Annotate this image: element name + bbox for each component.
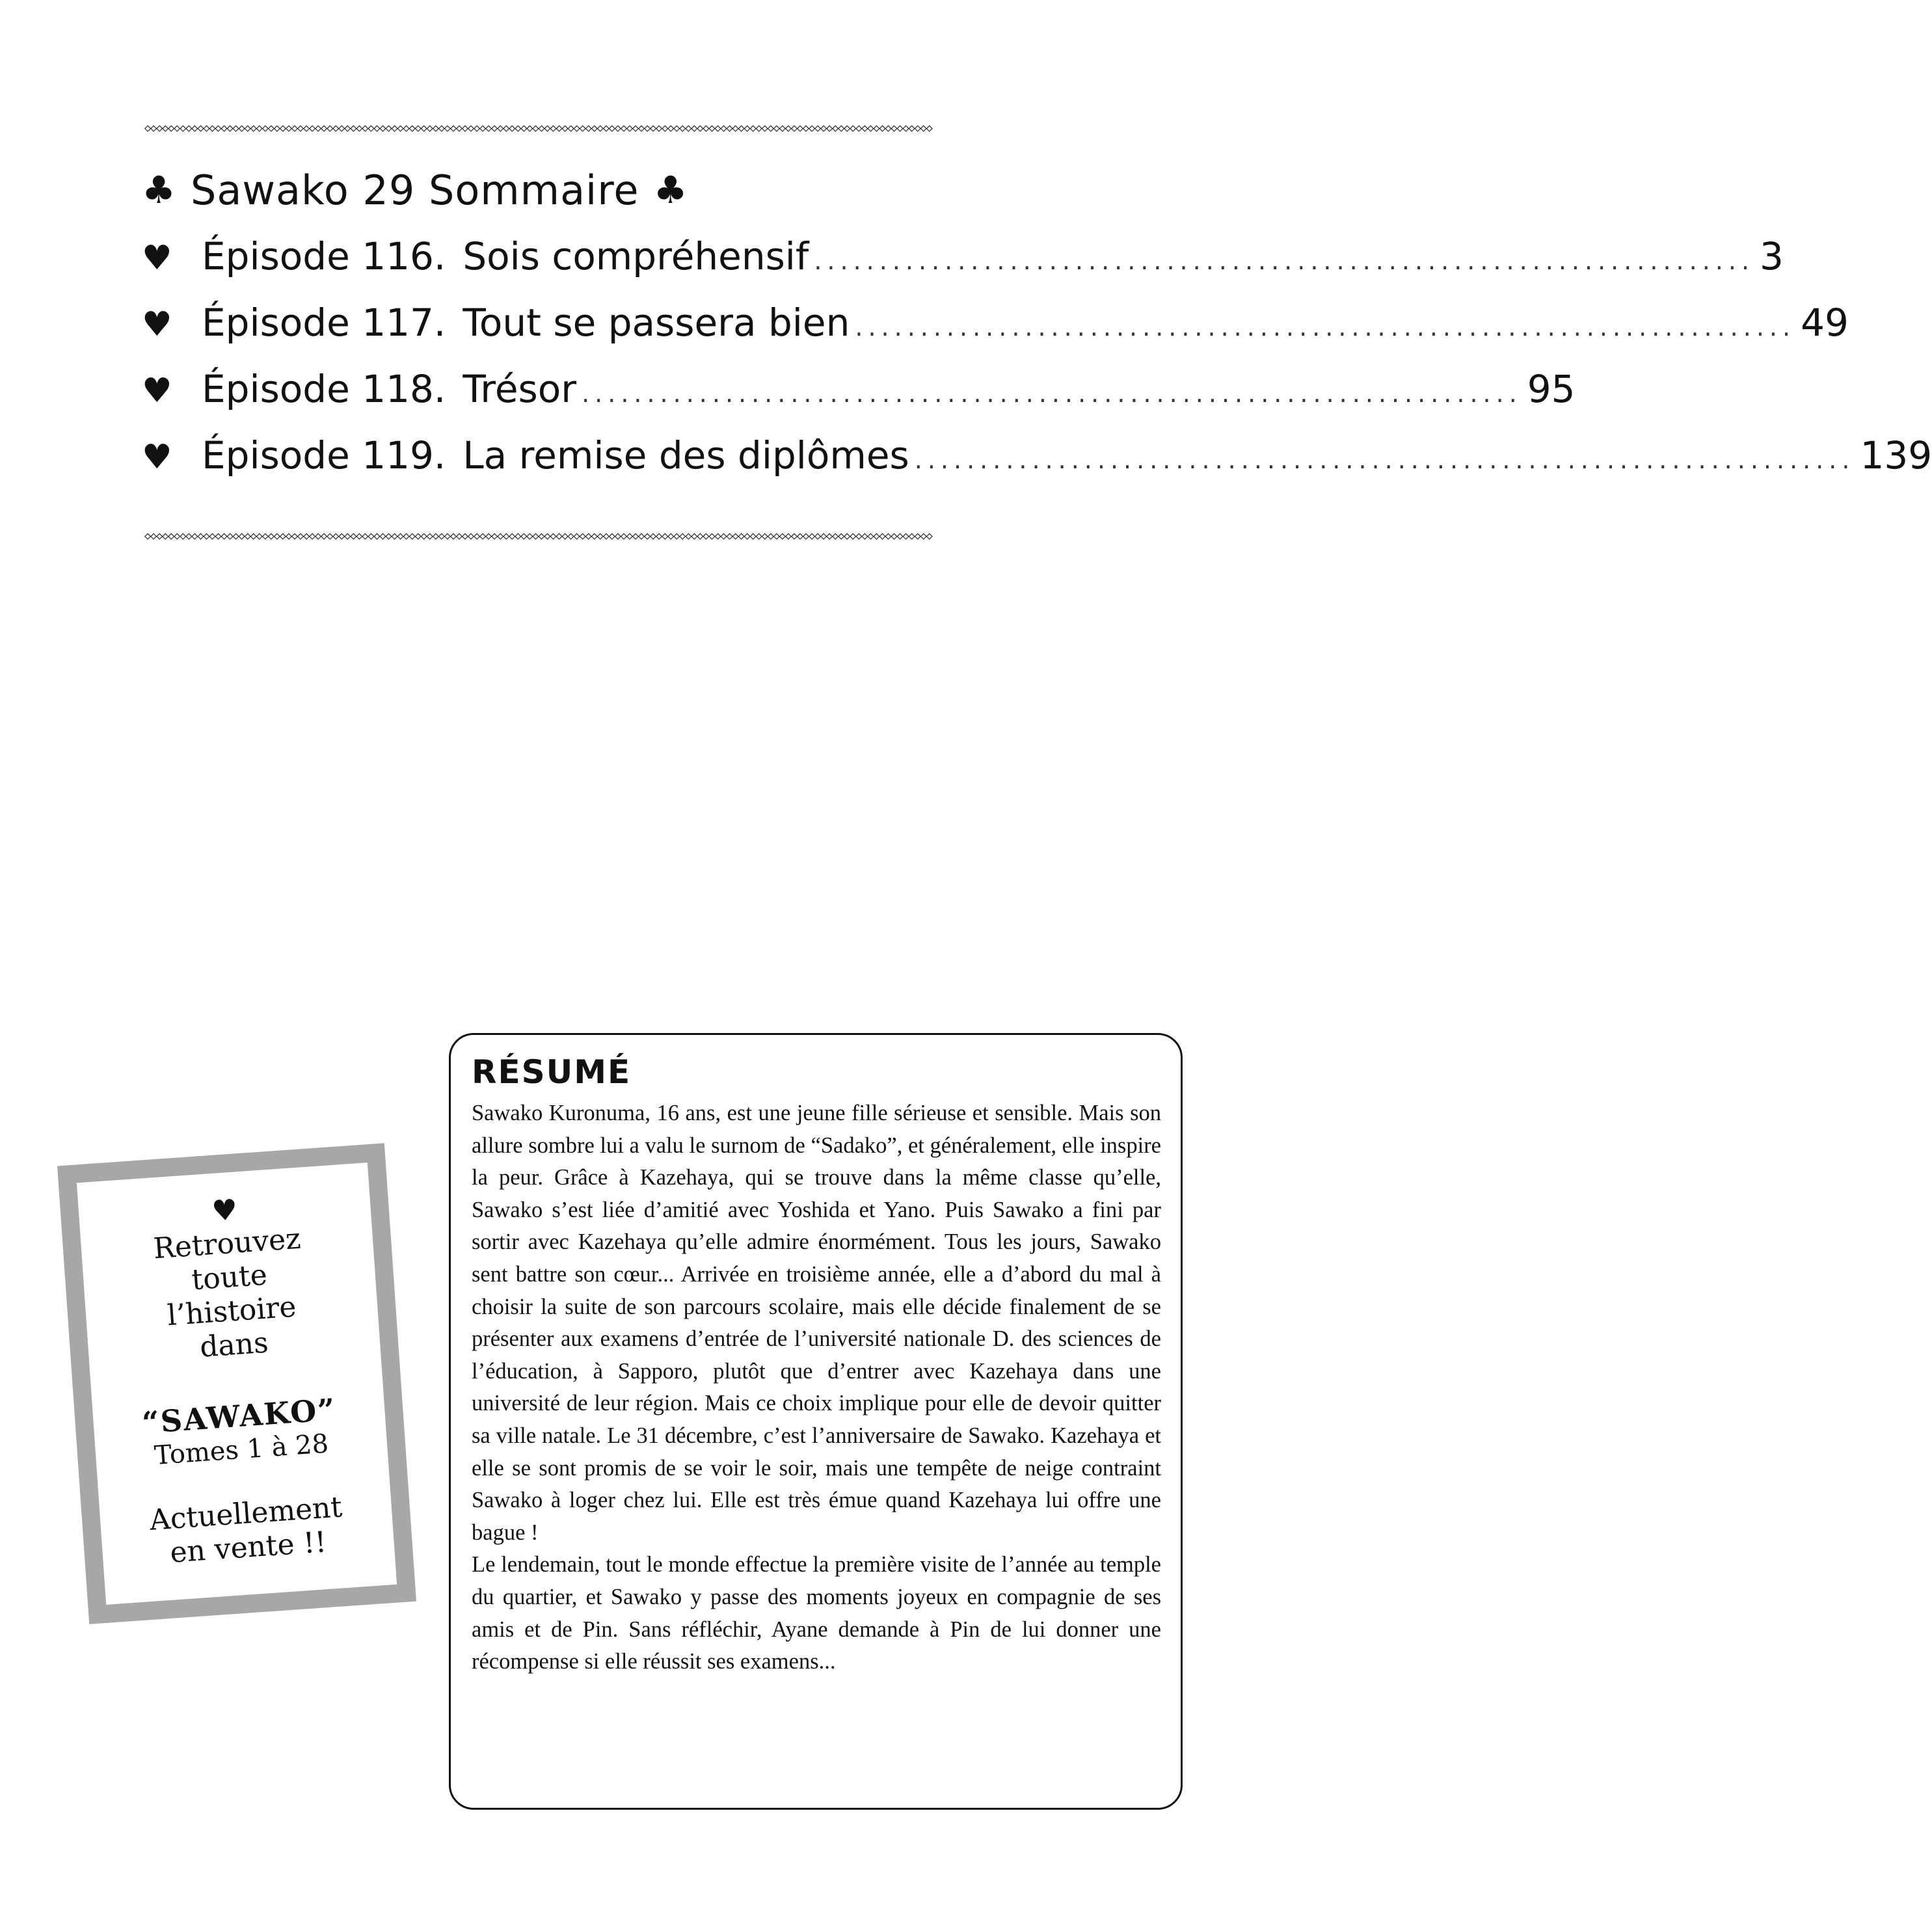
episode-number: Épisode 118. [202,367,446,411]
episode-title: Sois compréhensif [463,234,809,278]
summary-heading: RÉSUMÉ [472,1053,632,1091]
heart-icon: ♥ [210,1193,239,1228]
summary-paragraph: Sawako Kuronuma, 16 ans, est une jeune fille sérieuse et sensible. Mais son allure sombre lui a valu le surnom de “Sadako”, et généralement, elle inspire la peur. Grâce à Kazehaya, qui se trouve dans la même classe qu’elle, Sawako s’est liée d’amitié avec Yoshida et Yano. Puis Sawako a fini par sortir avec Kazehaya qu’elle admire énormément. Tous les jours, Sawako sent battre son cœur... Arrivée en troisième année, elle a d’abord du mal à choisir la suite de son parcours scolaire, mais elle décide finalement de se présenter aux examens d’entrée de l’université nationale D. des sciences de l’éducation, à Sapporo, plutôt que d’entrer avec Kazehaya dans une université de leur région. Mais ce choix implique pour elle de devoir quitter sa ville natale. Le 31 décembre, c’est l’anniversaire de Sawako. Kazehaya et elle se sont promis de se voir le soir, mais une tempête de neige contraint Sawako à loger chez lui. Elle est très émue quand Kazehaya lui offre une bague ! [472,1101,1161,1545]
promo-sale-line: Actuellement [148,1490,343,1537]
dot-leader: ........................................................................ [855,313,1796,342]
heart-icon: ♥ [142,239,172,278]
toc-entry [137,301,1849,367]
club-icon: ♣ [142,168,176,212]
promo-sale-line: en vente !! [168,1525,328,1570]
promo-text-line: l’histoire [166,1290,297,1333]
heart-icon: ♥ [142,371,172,410]
dot-leader: ........................................................................ [582,379,1522,408]
dot-leader: ........................................................................ [814,247,1755,275]
toc-title-text: Sawako 29 Sommaire [191,166,639,214]
promo-series-title: “SAWAKO” [141,1391,338,1441]
summary-box [449,1033,1183,1810]
toc-entry [137,234,1784,301]
summary-body [472,1097,1161,1678]
decorative-border-bottom: ◇◇◇◇◇◇◇◇◇◇◇◇◇◇◇◇◇◇◇◇◇◇◇◇◇◇◇◇◇◇◇◇◇◇◇◇◇◇◇◇◇◇◇◇◇◇◇◇◇◇◇◇◇◇◇◇◇◇◇◇◇◇◇◇◇◇◇◇◇◇◇◇◇◇◇◇◇◇◇◇◇◇◇◇◇◇◇◇◇◇◇◇◇◇◇◇◇◇◇◇◇◇◇◇◇◇◇◇◇◇◇◇◇◇◇◇◇◇◇◇◇◇◇◇◇◇◇◇◇◇◇◇◇◇ [144,530,932,543]
promo-panel [77,1162,397,1605]
summary-paragraph: Le lendemain, tout le monde effectue la première visite de l’année au temple du quartier, et Sawako y passe des moments joyeux en compagnie de ses amis et de Pin. Sans réfléchir, Ayane demande à Pin de lui donner une récompense si elle réussit ses examens... [472,1552,1161,1674]
promo-text-line: Retrouvez [152,1222,302,1266]
toc-entry [137,367,1576,433]
toc-entry [137,433,1932,500]
toc-title [142,164,688,216]
episode-number: Épisode 117. [202,301,446,345]
episode-title: La remise des diplômes [463,433,909,477]
dot-leader: ........................................................................ [914,446,1855,474]
episode-title: Tout se passera bien [463,301,850,345]
episode-title: Trésor [463,367,577,411]
page-number: 49 [1801,301,1849,345]
heart-icon: ♥ [142,438,172,477]
decorative-border-top: ◇◇◇◇◇◇◇◇◇◇◇◇◇◇◇◇◇◇◇◇◇◇◇◇◇◇◇◇◇◇◇◇◇◇◇◇◇◇◇◇◇◇◇◇◇◇◇◇◇◇◇◇◇◇◇◇◇◇◇◇◇◇◇◇◇◇◇◇◇◇◇◇◇◇◇◇◇◇◇◇◇◇◇◇◇◇◇◇◇◇◇◇◇◇◇◇◇◇◇◇◇◇◇◇◇◇◇◇◇◇◇◇◇◇◇◇◇◇◇◇◇◇◇◇◇◇◇◇◇◇◇◇◇◇ [144,122,932,135]
promo-frame [57,1143,416,1624]
promo-volumes: Tomes 1 à 28 [153,1429,330,1471]
club-icon: ♣ [653,168,688,212]
episode-number: Épisode 116. [202,234,446,278]
page-number: 95 [1527,367,1576,411]
table-of-contents [137,234,1932,500]
promo-text-line: dans [198,1326,270,1364]
promo-availability [100,1487,395,1575]
page-number: 3 [1760,234,1784,278]
page-number: 139 [1860,433,1932,477]
promo-text-line: toute [190,1258,269,1297]
episode-number: Épisode 119. [202,433,446,477]
heart-icon: ♥ [142,305,172,344]
